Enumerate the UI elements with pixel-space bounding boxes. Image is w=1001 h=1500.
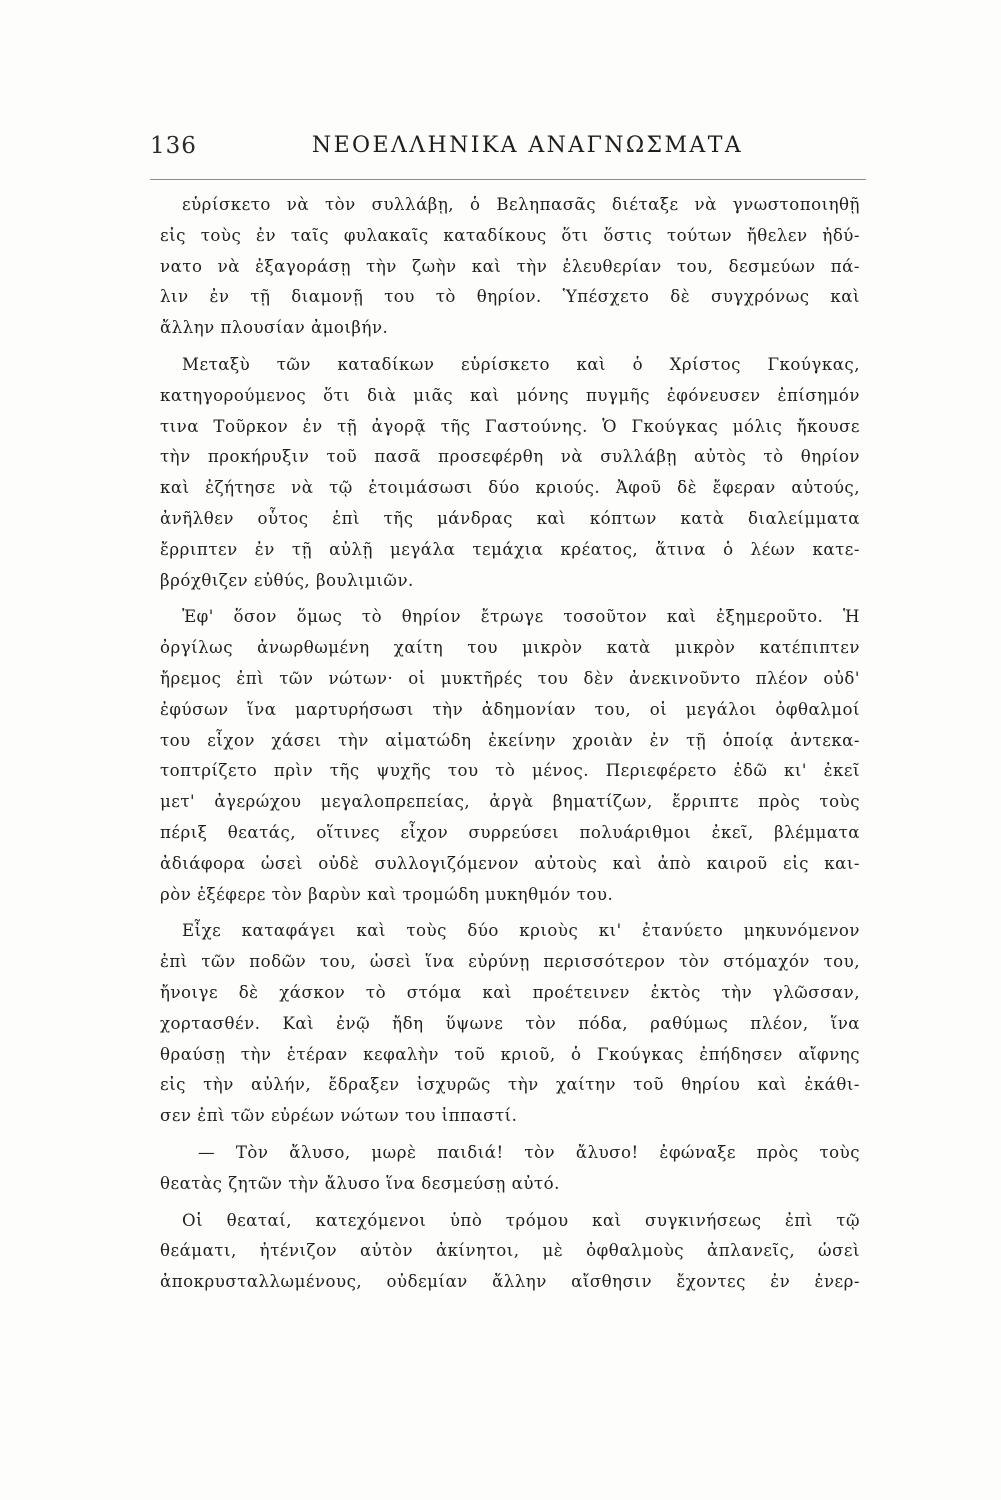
- text-line: Ἐφ' ὅσον ὅμως τὸ θηρίον ἔτρωγε τοσοῦτον καὶ ἐξημεροῦτο. Ἡ: [182, 607, 860, 627]
- text-body: [160, 190, 860, 1298]
- text-line: καὶ ἐζήτησε νὰ τῷ ἑτοιμάσωσι δύο κριούς. Ἀφοῦ δὲ ἔφεραν αὐτούς,: [160, 478, 860, 498]
- text-line: ἐπὶ τῶν ποδῶν του, ὡσεὶ ἵνα εὐρύνῃ περισσότερον τὸν στόμαχόν του,: [160, 952, 860, 972]
- text-line: τινα Τοῦρκον ἐν τῇ ἀγορᾷ τῆς Γαστούνης. Ὁ Γκούγκας μόλις ἤκουσε: [160, 416, 860, 436]
- text-line: τὴν προκήρυξιν τοῦ πασᾶ προσεφέρθη νὰ συλλάβῃ αὐτὸς τὸ θηρίον: [160, 447, 860, 467]
- header-rule: [150, 179, 866, 180]
- text-line: ἤνοιγε δὲ χάσκον τὸ στόμα καὶ προέτεινεν ἐκτὸς τὴν γλῶσσαν,: [160, 982, 860, 1002]
- text-line: Οἱ θεαταί, κατεχόμενοι ὑπὸ τρόμου καὶ συγκινήσεως ἐπὶ τῷ: [182, 1210, 860, 1230]
- text-line: χορτασθέν. Καὶ ἐνῷ ἤδη ὕψωνε τὸν πόδα, ραθύμως πλέον, ἵνα: [160, 1013, 860, 1033]
- text-line: Μεταξὺ τῶν καταδίκων εὑρίσκετο καὶ ὁ Χρίστος Γκούγκας,: [182, 354, 860, 374]
- text-line: εἰς τὴν αὐλήν, ἔδραξεν ἰσχυρῶς τὴν χαίτην τοῦ θηρίου καὶ ἐκάθι-: [160, 1075, 860, 1095]
- page-number: 136: [150, 133, 197, 159]
- text-line: ἐφύσων ἵνα μαρτυρήσωσι τὴν ἀδημονίαν του, οἱ μεγάλοι ὀφθαλμοί: [160, 699, 860, 719]
- text-line: μετ' ἀγερώχου μεγαλοπρεπείας, ἀργὰ βηματίζων, ἔρριπτε πρὸς τοὺς: [160, 792, 860, 812]
- text-line: ἀποκρυσταλλωμένους, οὐδεμίαν ἄλλην αἴσθησιν ἔχοντες ἐν ἐνερ-: [160, 1272, 860, 1292]
- running-title: ΝΕΟΕΛΛΗΝΙΚΑ ΑΝΑΓΝΩΣΜΑΤΑ: [311, 133, 744, 158]
- text-line: κατηγορούμενος ὅτι διὰ μιᾶς καὶ μόνης πυγμῆς ἐφόνευσεν ἐπίσημόν: [160, 385, 860, 405]
- text-line: εἰς τοὺς ἐν ταῖς φυλακαῖς καταδίκους ὅτι ὅστις τούτων ἤθελεν ἠδύ-: [160, 225, 860, 245]
- paragraph: [160, 1206, 860, 1298]
- text-line: ὀργίλως ἀνωρθωμένη χαίτη του μικρὸν κατὰ μικρὸν κατέπιπτεν: [160, 638, 860, 658]
- text-line: σεν ἐπὶ τῶν εὐρέων νώτων του ἱππαστί.: [160, 1106, 518, 1126]
- paragraph: [160, 916, 860, 1132]
- text-line: Εἶχε καταφάγει καὶ τοὺς δύο κριοὺς κι' ἐτανύετο μηκυνόμενον: [182, 921, 860, 941]
- text-line: θεάματι, ἠτένιζον αὐτὸν ἀκίνητοι, μὲ ὀφθαλμοὺς ἀπλανεῖς, ὡσεὶ: [160, 1241, 860, 1261]
- text-line: ἀδιάφορα ὡσεὶ οὐδὲ συλλογιζόμενον αὐτοὺς καὶ ἀπὸ καιροῦ εἰς και-: [160, 853, 860, 873]
- paragraph: [160, 350, 860, 596]
- text-line: ἀνῆλθεν οὗτος ἐπὶ τῆς μάνδρας καὶ κόπτων κατὰ διαλείμματα: [160, 508, 860, 528]
- paragraph: [160, 190, 860, 344]
- text-line: ρὸν ἐξέφερε τὸν βαρὺν καὶ τρομώδη μυκηθμόν του.: [160, 884, 614, 904]
- text-line: του εἶχον χάσει τὴν αἱματώδη ἐκείνην χροιὰν ἐν τῇ ὁποίᾳ ἀντεκα-: [160, 730, 860, 750]
- paragraph: [160, 602, 860, 910]
- running-head: [150, 133, 865, 173]
- text-line: ἤρεμος ἐπὶ τῶν νώτων· οἱ μυκτῆρές του δὲν ἀνεκινοῦντο πλέον οὐδ': [160, 668, 860, 688]
- text-line: ἔρριπτεν ἐν τῇ αὐλῇ μεγάλα τεμάχια κρέατος, ἅτινα ὁ λέων κατε-: [160, 539, 860, 559]
- paragraph: [160, 1138, 860, 1200]
- text-line: πέριξ θεατάς, οἵτινες εἶχον συρρεύσει πολυάριθμοι ἐκεῖ, βλέμματα: [160, 822, 860, 842]
- text-line: τοπτρίζετο πρὶν τῆς ψυχῆς του τὸ μένος. Περιεφέρετο ἐδῶ κι' ἐκεῖ: [160, 761, 860, 781]
- text-line: — Τὸν ἄλυσο, μωρὲ παιδιά! τὸν ἄλυσο! ἐφώναξε πρὸς τοὺς: [198, 1142, 860, 1162]
- text-line: θραύσῃ τὴν ἑτέραν κεφαλὴν τοῦ κριοῦ, ὁ Γκούγκας ἐπήδησεν αἴφνης: [160, 1044, 860, 1064]
- text-line: βρόχθιζεν εὐθύς, βουλιμιῶν.: [160, 570, 414, 590]
- text-line: λιν ἐν τῇ διαμονῇ του τὸ θηρίον. Ὑπέσχετο δὲ συγχρόνως καὶ: [160, 287, 860, 307]
- text-line: ἄλλην πλουσίαν ἀμοιβήν.: [160, 318, 389, 338]
- text-line: εὑρίσκετο νὰ τὸν συλλάβῃ, ὁ Βεληπασᾶς διέταξε νὰ γνωστοποιηθῇ: [182, 195, 860, 214]
- text-line: νατο νὰ ἐξαγοράσῃ τὴν ζωὴν καὶ τὴν ἐλευθερίαν του, δεσμεύων πά-: [160, 256, 860, 276]
- text-line: θεατὰς ζητῶν τὴν ἄλυσο ἵνα δεσμεύσῃ αὐτό.: [160, 1173, 560, 1193]
